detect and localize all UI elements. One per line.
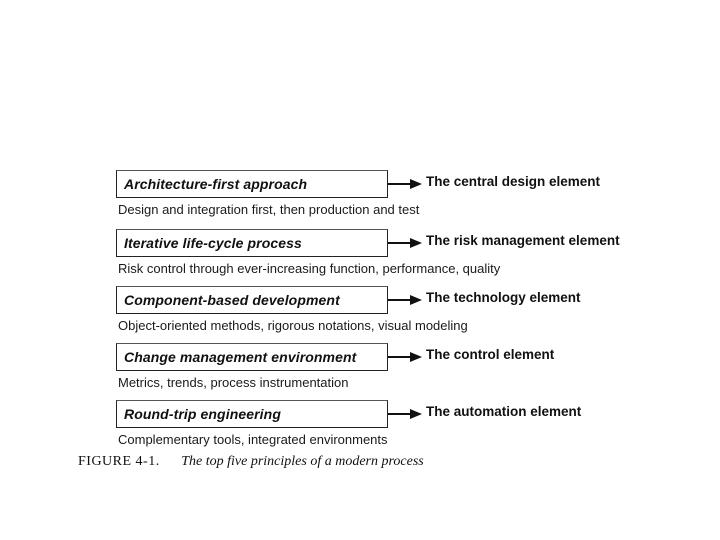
figure-title: The top five principles of a modern process [181,454,424,469]
principle-description: Design and integration first, then production and test [118,202,420,217]
principle-box [116,170,388,198]
principle-description: Complementary tools, integrated environments [118,432,388,447]
principle-box [116,343,388,371]
principle-name: Round-trip engineering [124,406,281,422]
arrow-right-icon [388,406,424,422]
principle-description: Metrics, trends, process instrumentation [118,375,349,390]
principle-name: Change management environment [124,349,357,365]
principle-name: Component-based development [124,292,340,308]
principle-architecture-first [116,170,676,226]
principle-box [116,400,388,428]
principle-description: Risk control through ever-increasing function, performance, quality [118,261,501,276]
principle-component-based [116,286,676,342]
principle-box [116,286,388,314]
principle-description: Object-oriented methods, rigorous notations, visual modeling [118,318,468,333]
principle-name: Iterative life-cycle process [124,235,302,251]
principle-element: The automation element [426,404,582,419]
principle-iterative-life-cycle [116,229,676,285]
principle-element: The risk management element [426,233,620,248]
principle-name: Architecture-first approach [124,176,308,192]
arrow-right-icon [388,292,424,308]
principle-element: The control element [426,347,555,362]
figure-label: FIGURE 4-1. [78,454,160,469]
principle-element: The technology element [426,290,581,305]
principle-change-management [116,343,676,399]
arrow-right-icon [388,235,424,251]
principle-box [116,229,388,257]
principle-element: The central design element [426,174,601,189]
arrow-right-icon [388,349,424,365]
arrow-right-icon [388,176,424,192]
figure-caption [78,454,424,470]
principle-round-trip [116,400,676,456]
